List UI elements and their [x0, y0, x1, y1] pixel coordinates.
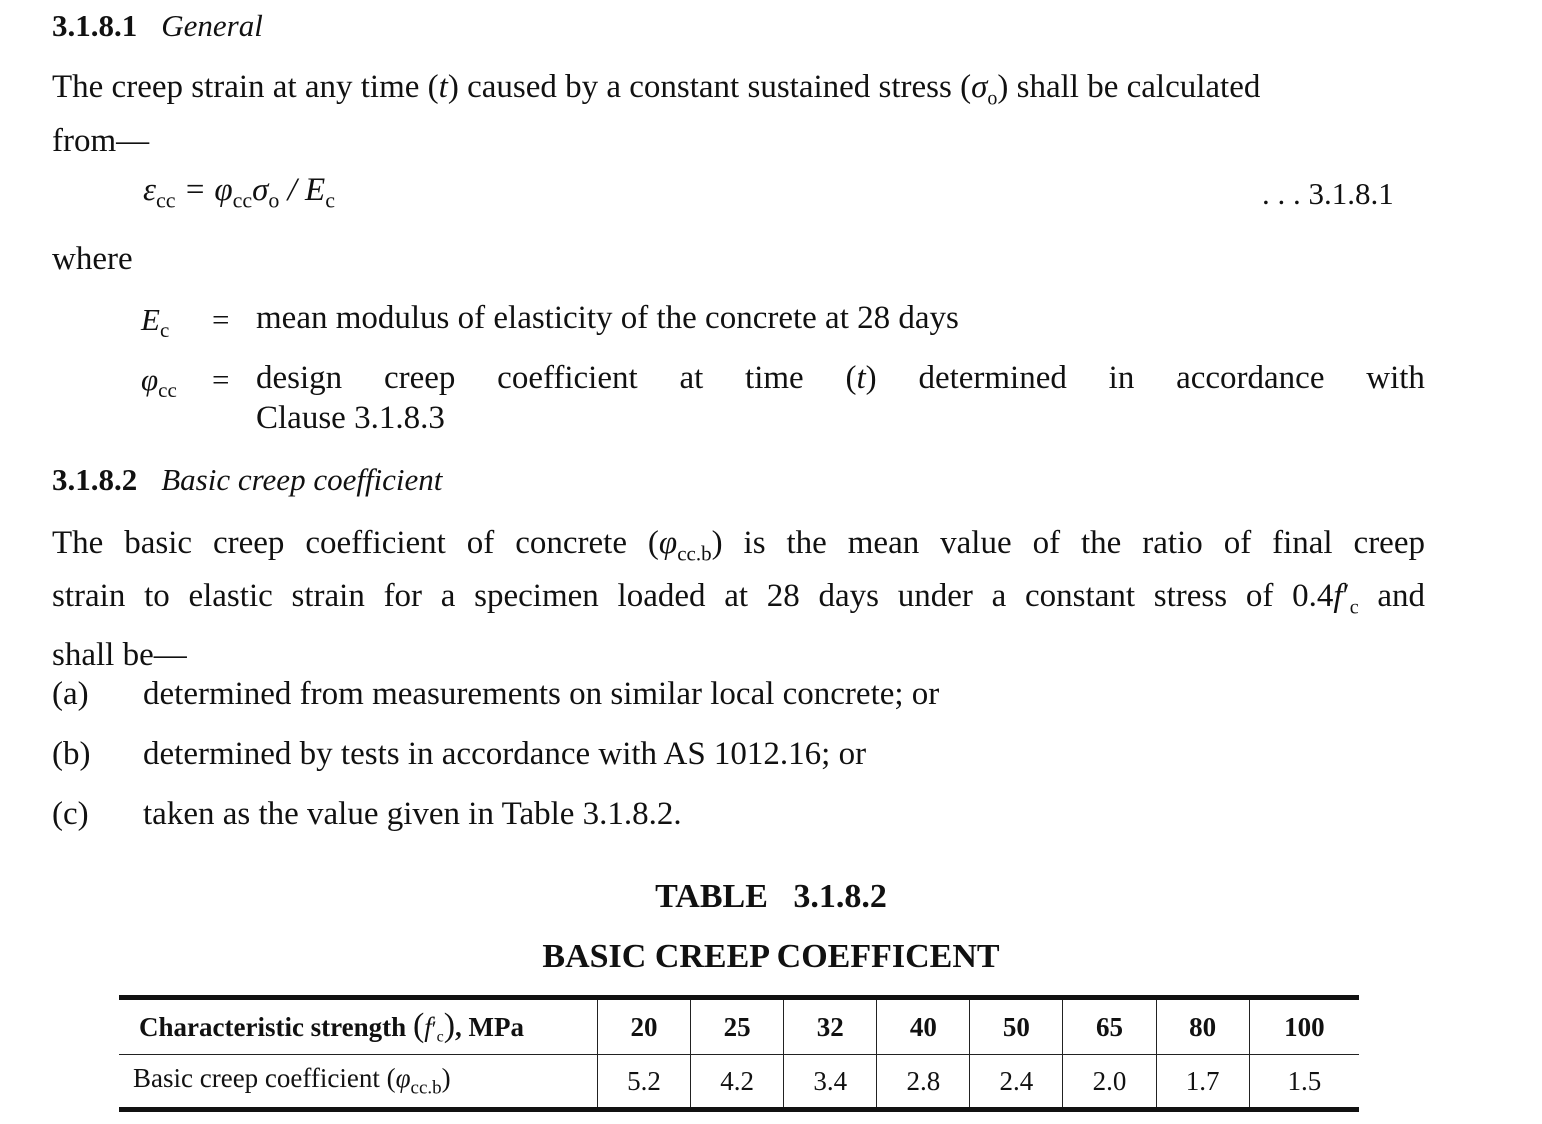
- definition-text-phi-cc: design creep coefficient at time (t) determined in accordance with Clause 3.1.8.3: [256, 360, 1425, 436]
- equation-number: . . . 3.1.8.1: [1262, 176, 1394, 211]
- table-row-strength: [119, 998, 1359, 1055]
- creep-strain-equation: $\varepsilon_{cc} = \varphi_{cc}\sigma_o / E_c$: [143, 172, 335, 213]
- table-caption-number: TABLE 3.1.8.2: [655, 878, 887, 915]
- para-text-line2: from—: [52, 122, 150, 159]
- table-row-coefficient: [119, 1055, 1359, 1110]
- strength-cell: 100: [1249, 998, 1359, 1055]
- definition-symbol-ec: $E_c$: [141, 302, 170, 343]
- basic-creep-table: [119, 995, 1359, 1112]
- strength-cell: 25: [691, 998, 784, 1055]
- strength-cell: 20: [598, 998, 691, 1055]
- coefficient-cell: 2.0: [1063, 1055, 1156, 1110]
- coefficient-cell: 1.7: [1156, 1055, 1249, 1110]
- para-text-line1: The creep strain at any time (t) caused by a constant sustained stress $(\sigma_o)$ shall be calculated: [52, 69, 1261, 110]
- list-item-text: determined by tests in accordance with AS 1012.16; or: [143, 736, 867, 772]
- section-number: 3.1.8.2: [52, 462, 138, 497]
- section-number: 3.1.8.1: [52, 8, 138, 43]
- strength-cell: 40: [877, 998, 970, 1055]
- list-item-label: (b): [52, 736, 91, 772]
- para-line3: shall be—: [52, 637, 187, 674]
- row-label-coefficient: Basic creep coefficient $(\varphi_{cc.b})$: [119, 1055, 598, 1110]
- list-item-text: taken as the value given in Table 3.1.8.2.: [143, 796, 682, 832]
- coefficient-cell: 4.2: [691, 1055, 784, 1110]
- row-label-strength: Characteristic strength $(f'_c)$, MPa: [119, 998, 598, 1055]
- coefficient-cell: 2.8: [877, 1055, 970, 1110]
- strength-cell: 65: [1063, 998, 1156, 1055]
- strength-cell: 50: [970, 998, 1063, 1055]
- definition-symbol-phi-cc: $\varphi_{cc}$: [141, 362, 177, 403]
- section-heading-3-1-8-1: [52, 8, 263, 44]
- where-label: where: [52, 241, 133, 277]
- table-caption-title: BASIC CREEP COEFFICENT: [542, 938, 1000, 975]
- coefficient-cell: 1.5: [1249, 1055, 1359, 1110]
- definition-text-ec: mean modulus of elasticity of the concrete at 28 days: [256, 300, 959, 336]
- para-line2: strain to elastic strain for a specimen loaded at 28 days under a constant stress of $0.4f'_c$ and: [52, 577, 1425, 619]
- definition-equals: =: [212, 302, 230, 337]
- list-item-label: (a): [52, 676, 89, 712]
- strength-cell: 32: [784, 998, 877, 1055]
- section-title: Basic creep coefficient: [161, 462, 443, 497]
- coefficient-cell: 5.2: [598, 1055, 691, 1110]
- definition-equals: =: [212, 362, 230, 397]
- para-line1: The basic creep coefficient of concrete $(\varphi_{cc.b})$ is the mean value of the ratio of final creep: [52, 525, 1425, 566]
- strength-cell: 80: [1156, 998, 1249, 1055]
- coefficient-cell: 3.4: [784, 1055, 877, 1110]
- list-item-text: determined from measurements on similar local concrete; or: [143, 676, 940, 712]
- coefficient-cell: 2.4: [970, 1055, 1063, 1110]
- section-title: General: [161, 8, 263, 43]
- basic-creep-paragraph: [52, 522, 1425, 676]
- list-item-label: (c): [52, 796, 89, 832]
- section-heading-3-1-8-2: [52, 462, 442, 498]
- creep-strain-paragraph: [52, 66, 1425, 162]
